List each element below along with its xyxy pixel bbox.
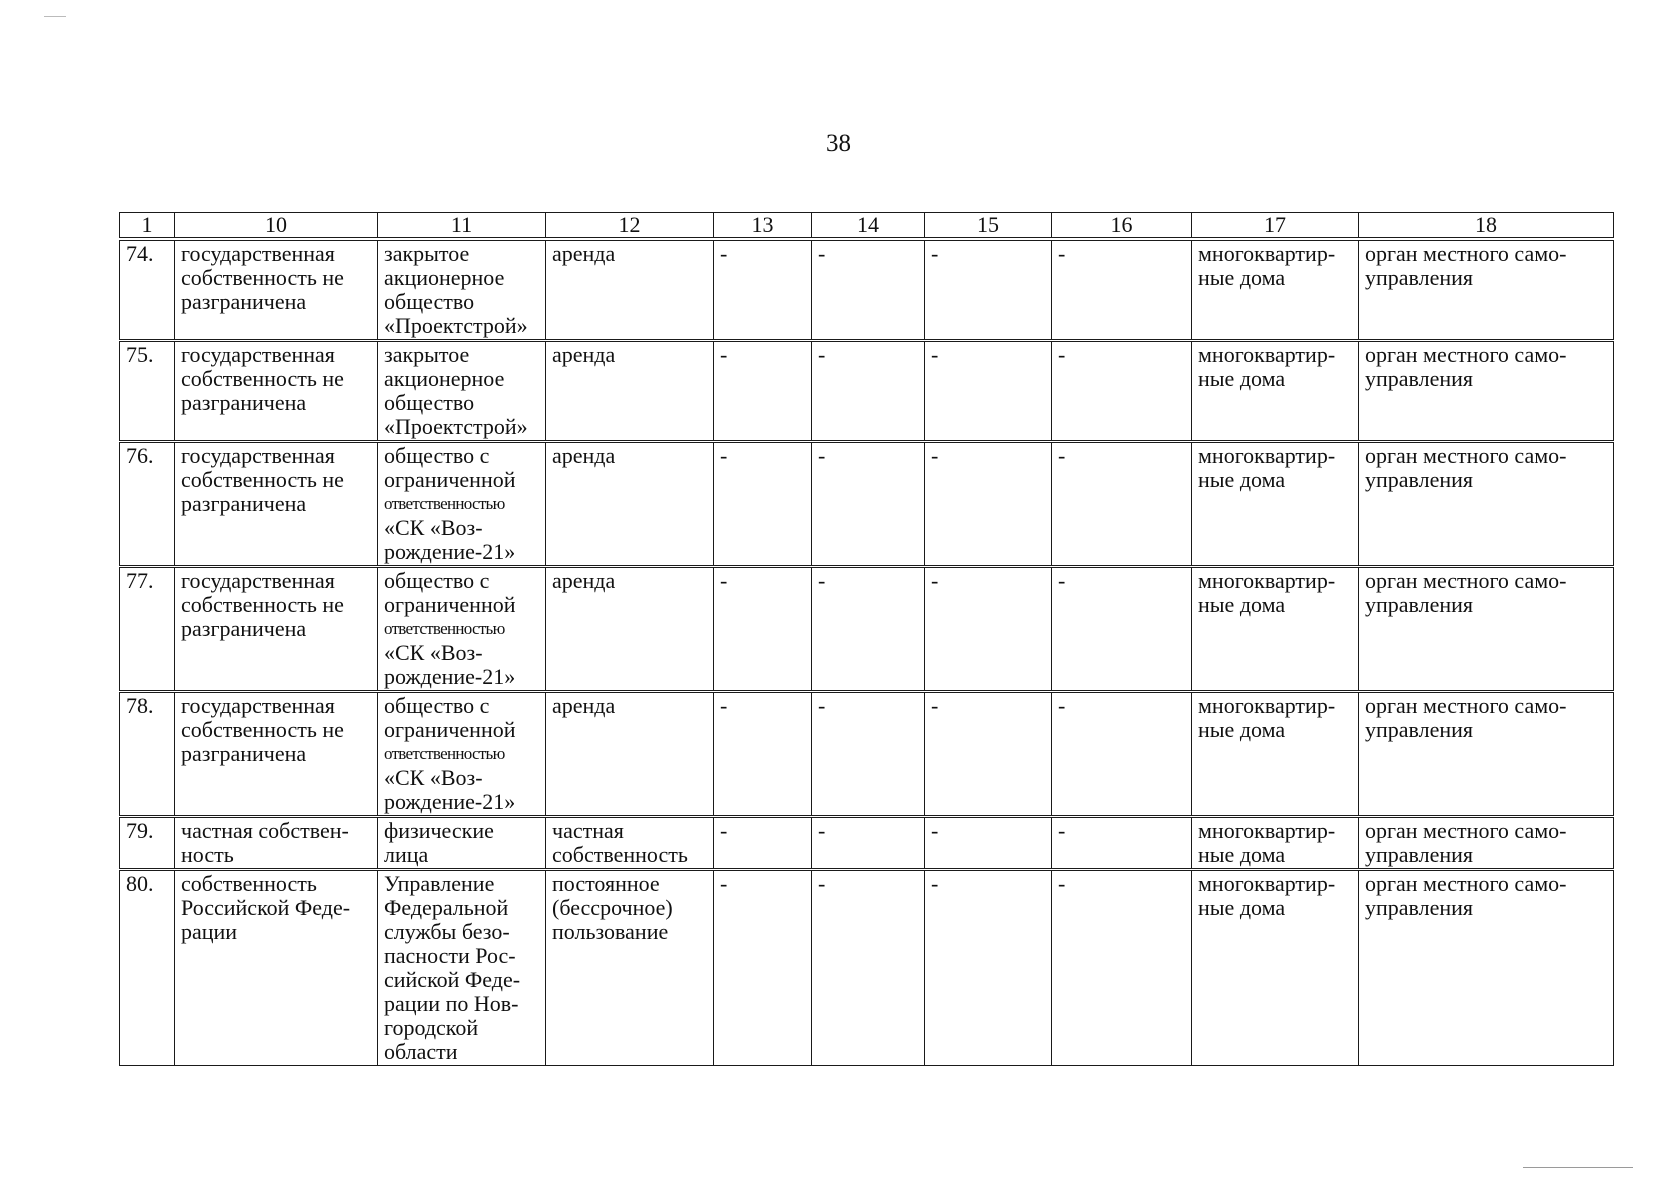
holder-cell: [378, 567, 546, 692]
col14-cell: [812, 817, 925, 870]
land-use-cell-text: многоквартир- ные дома: [1198, 443, 1336, 492]
ownership-cell: [175, 817, 378, 870]
right-type-cell: [546, 442, 714, 567]
right-type-cell-text: аренда: [552, 241, 616, 266]
right-type-cell: [546, 567, 714, 692]
col14-cell: [812, 567, 925, 692]
authority-cell-text: орган местного само- управления: [1365, 443, 1567, 492]
land-use-cell: [1192, 567, 1359, 692]
table-row: [120, 692, 1614, 817]
table-row: [120, 870, 1614, 1066]
holder-text-rest: «СК «Воз- рождение-21»: [384, 765, 516, 814]
holder-text: закрытое акционерное общество «Проектстрой»: [384, 241, 528, 338]
table-body: [120, 239, 1614, 1066]
col15-cell: [925, 817, 1052, 870]
land-use-cell-text: многоквартир- ные дома: [1198, 693, 1336, 742]
land-use-cell: [1192, 341, 1359, 442]
holder-cell: [378, 817, 546, 870]
col16-cell: [1052, 692, 1192, 817]
authority-cell-text: орган местного само- управления: [1365, 241, 1567, 290]
table-row: [120, 817, 1614, 870]
authority-cell: [1359, 341, 1614, 442]
authority-cell: [1359, 817, 1614, 870]
land-use-cell-text: многоквартир- ные дома: [1198, 871, 1336, 920]
ownership-cell-text: государственная собственность не разграничена: [181, 693, 344, 766]
column-header: 14: [812, 213, 925, 240]
col16-cell: [1052, 239, 1192, 341]
col14-cell: [812, 870, 925, 1066]
holder-text-compressed: ответственностью: [384, 744, 505, 763]
right-type-cell-text: частная собственность: [552, 818, 688, 867]
authority-cell-text: орган местного само- управления: [1365, 871, 1567, 920]
col13-cell-text: -: [720, 241, 728, 266]
holder-cell: [378, 692, 546, 817]
right-type-cell: [546, 341, 714, 442]
col15-cell-text: -: [931, 568, 939, 593]
col14-cell: [812, 239, 925, 341]
authority-cell-text: орган местного само- управления: [1365, 693, 1567, 742]
col16-cell-text: -: [1058, 818, 1066, 843]
right-type-cell-text: аренда: [552, 693, 616, 718]
authority-cell-text: орган местного само- управления: [1365, 342, 1567, 391]
row-number-cell-text: 78.: [126, 693, 154, 718]
col16-cell-text: -: [1058, 342, 1066, 367]
col13-cell: [714, 817, 812, 870]
row-number-cell: [120, 239, 175, 341]
row-number-cell: [120, 692, 175, 817]
col15-cell: [925, 870, 1052, 1066]
col16-cell-text: -: [1058, 241, 1066, 266]
row-number-cell-text: 75.: [126, 342, 154, 367]
ownership-cell-text: частная собствен- ность: [181, 818, 349, 867]
col16-cell: [1052, 870, 1192, 1066]
row-number-cell-text: 77.: [126, 568, 154, 593]
col13-cell: [714, 239, 812, 341]
ownership-cell-text: государственная собственность не разграничена: [181, 342, 344, 415]
col16-cell-text: -: [1058, 693, 1066, 718]
ownership-cell: [175, 870, 378, 1066]
authority-cell-text: орган местного само- управления: [1365, 818, 1567, 867]
page-number: 38: [826, 130, 851, 157]
land-use-cell-text: многоквартир- ные дома: [1198, 568, 1336, 617]
col14-cell-text: -: [818, 241, 826, 266]
holder-cell: [378, 239, 546, 341]
col16-cell: [1052, 442, 1192, 567]
col14-cell: [812, 442, 925, 567]
column-header: 11: [378, 213, 546, 240]
right-type-cell-text: аренда: [552, 443, 616, 468]
scan-artifact-top: [44, 16, 66, 17]
holder-text-rest: «СК «Воз- рождение-21»: [384, 515, 516, 564]
col15-cell-text: -: [931, 241, 939, 266]
holder-text: Управление Федеральной службы безо- пасности Рос- сийской Феде- рации по Нов- городской области: [384, 871, 521, 1064]
table-row: [120, 442, 1614, 567]
col15-cell: [925, 239, 1052, 341]
ownership-cell: [175, 239, 378, 341]
col16-cell-text: -: [1058, 871, 1066, 896]
col16-cell: [1052, 567, 1192, 692]
table-row: [120, 341, 1614, 442]
table-row: [120, 567, 1614, 692]
col13-cell-text: -: [720, 871, 728, 896]
row-number-cell-text: 79.: [126, 818, 154, 843]
column-header: 10: [175, 213, 378, 240]
col15-cell: [925, 692, 1052, 817]
col15-cell-text: -: [931, 693, 939, 718]
right-type-cell: [546, 870, 714, 1066]
col16-cell-text: -: [1058, 443, 1066, 468]
row-number-cell: [120, 442, 175, 567]
col14-cell-text: -: [818, 568, 826, 593]
col15-cell-text: -: [931, 871, 939, 896]
row-number-cell: [120, 870, 175, 1066]
right-type-cell-text: постоянное (бессрочное) пользование: [552, 871, 673, 944]
row-number-cell: [120, 817, 175, 870]
ownership-cell-text: государственная собственность не разграничена: [181, 241, 344, 314]
holder-text-compressed: ответственностью: [384, 619, 505, 638]
col15-cell-text: -: [931, 443, 939, 468]
column-header: 13: [714, 213, 812, 240]
column-header: 18: [1359, 213, 1614, 240]
land-use-cell: [1192, 692, 1359, 817]
col14-cell: [812, 692, 925, 817]
row-number-cell: [120, 341, 175, 442]
ownership-cell: [175, 567, 378, 692]
column-header: 17: [1192, 213, 1359, 240]
holder-cell: [378, 870, 546, 1066]
ownership-cell: [175, 442, 378, 567]
col13-cell: [714, 442, 812, 567]
holder-text: физические лица: [384, 818, 494, 867]
land-use-cell: [1192, 817, 1359, 870]
col13-cell-text: -: [720, 693, 728, 718]
col13-cell: [714, 692, 812, 817]
col13-cell: [714, 870, 812, 1066]
holder-text: закрытое акционерное общество «Проектстрой»: [384, 342, 528, 439]
col13-cell: [714, 341, 812, 442]
header-row: [120, 213, 1614, 240]
land-use-cell: [1192, 239, 1359, 341]
table-header: [120, 213, 1614, 240]
col16-cell: [1052, 341, 1192, 442]
authority-cell: [1359, 239, 1614, 341]
col14-cell: [812, 341, 925, 442]
right-type-cell-text: аренда: [552, 342, 616, 367]
column-header: 1: [120, 213, 175, 240]
col14-cell-text: -: [818, 342, 826, 367]
ownership-cell-text: собственность Российской Феде- рации: [181, 871, 351, 944]
authority-cell: [1359, 567, 1614, 692]
column-header: 15: [925, 213, 1052, 240]
row-number-cell-text: 80.: [126, 871, 154, 896]
holder-text: общество с ограниченной: [384, 568, 516, 617]
authority-cell: [1359, 692, 1614, 817]
col16-cell: [1052, 817, 1192, 870]
col13-cell: [714, 567, 812, 692]
col15-cell: [925, 341, 1052, 442]
right-type-cell: [546, 692, 714, 817]
table-row: [120, 239, 1614, 341]
land-use-cell: [1192, 442, 1359, 567]
col15-cell: [925, 567, 1052, 692]
col13-cell-text: -: [720, 443, 728, 468]
col14-cell-text: -: [818, 871, 826, 896]
row-number-cell: [120, 567, 175, 692]
col14-cell-text: -: [818, 693, 826, 718]
col13-cell-text: -: [720, 342, 728, 367]
col14-cell-text: -: [818, 818, 826, 843]
col15-cell-text: -: [931, 818, 939, 843]
holder-cell: [378, 341, 546, 442]
col13-cell-text: -: [720, 568, 728, 593]
land-use-cell-text: многоквартир- ные дома: [1198, 818, 1336, 867]
ownership-cell: [175, 692, 378, 817]
right-type-cell: [546, 817, 714, 870]
right-type-cell-text: аренда: [552, 568, 616, 593]
col14-cell-text: -: [818, 443, 826, 468]
land-register-table: [119, 212, 1614, 1066]
holder-text: общество с ограниченной: [384, 443, 516, 492]
authority-cell: [1359, 870, 1614, 1066]
ownership-cell-text: государственная собственность не разграничена: [181, 443, 344, 516]
ownership-cell: [175, 341, 378, 442]
land-use-cell-text: многоквартир- ные дома: [1198, 342, 1336, 391]
column-header: 12: [546, 213, 714, 240]
column-header: 16: [1052, 213, 1192, 240]
holder-text-rest: «СК «Воз- рождение-21»: [384, 640, 516, 689]
land-use-cell: [1192, 870, 1359, 1066]
row-number-cell-text: 76.: [126, 443, 154, 468]
col15-cell: [925, 442, 1052, 567]
row-number-cell-text: 74.: [126, 241, 154, 266]
right-type-cell: [546, 239, 714, 341]
col15-cell-text: -: [931, 342, 939, 367]
land-use-cell-text: многоквартир- ные дома: [1198, 241, 1336, 290]
holder-cell: [378, 442, 546, 567]
holder-text-compressed: ответственностью: [384, 494, 505, 513]
scan-artifact-bottom: [1523, 1167, 1633, 1168]
holder-text: общество с ограниченной: [384, 693, 516, 742]
col13-cell-text: -: [720, 818, 728, 843]
col16-cell-text: -: [1058, 568, 1066, 593]
authority-cell: [1359, 442, 1614, 567]
authority-cell-text: орган местного само- управления: [1365, 568, 1567, 617]
ownership-cell-text: государственная собственность не разграничена: [181, 568, 344, 641]
